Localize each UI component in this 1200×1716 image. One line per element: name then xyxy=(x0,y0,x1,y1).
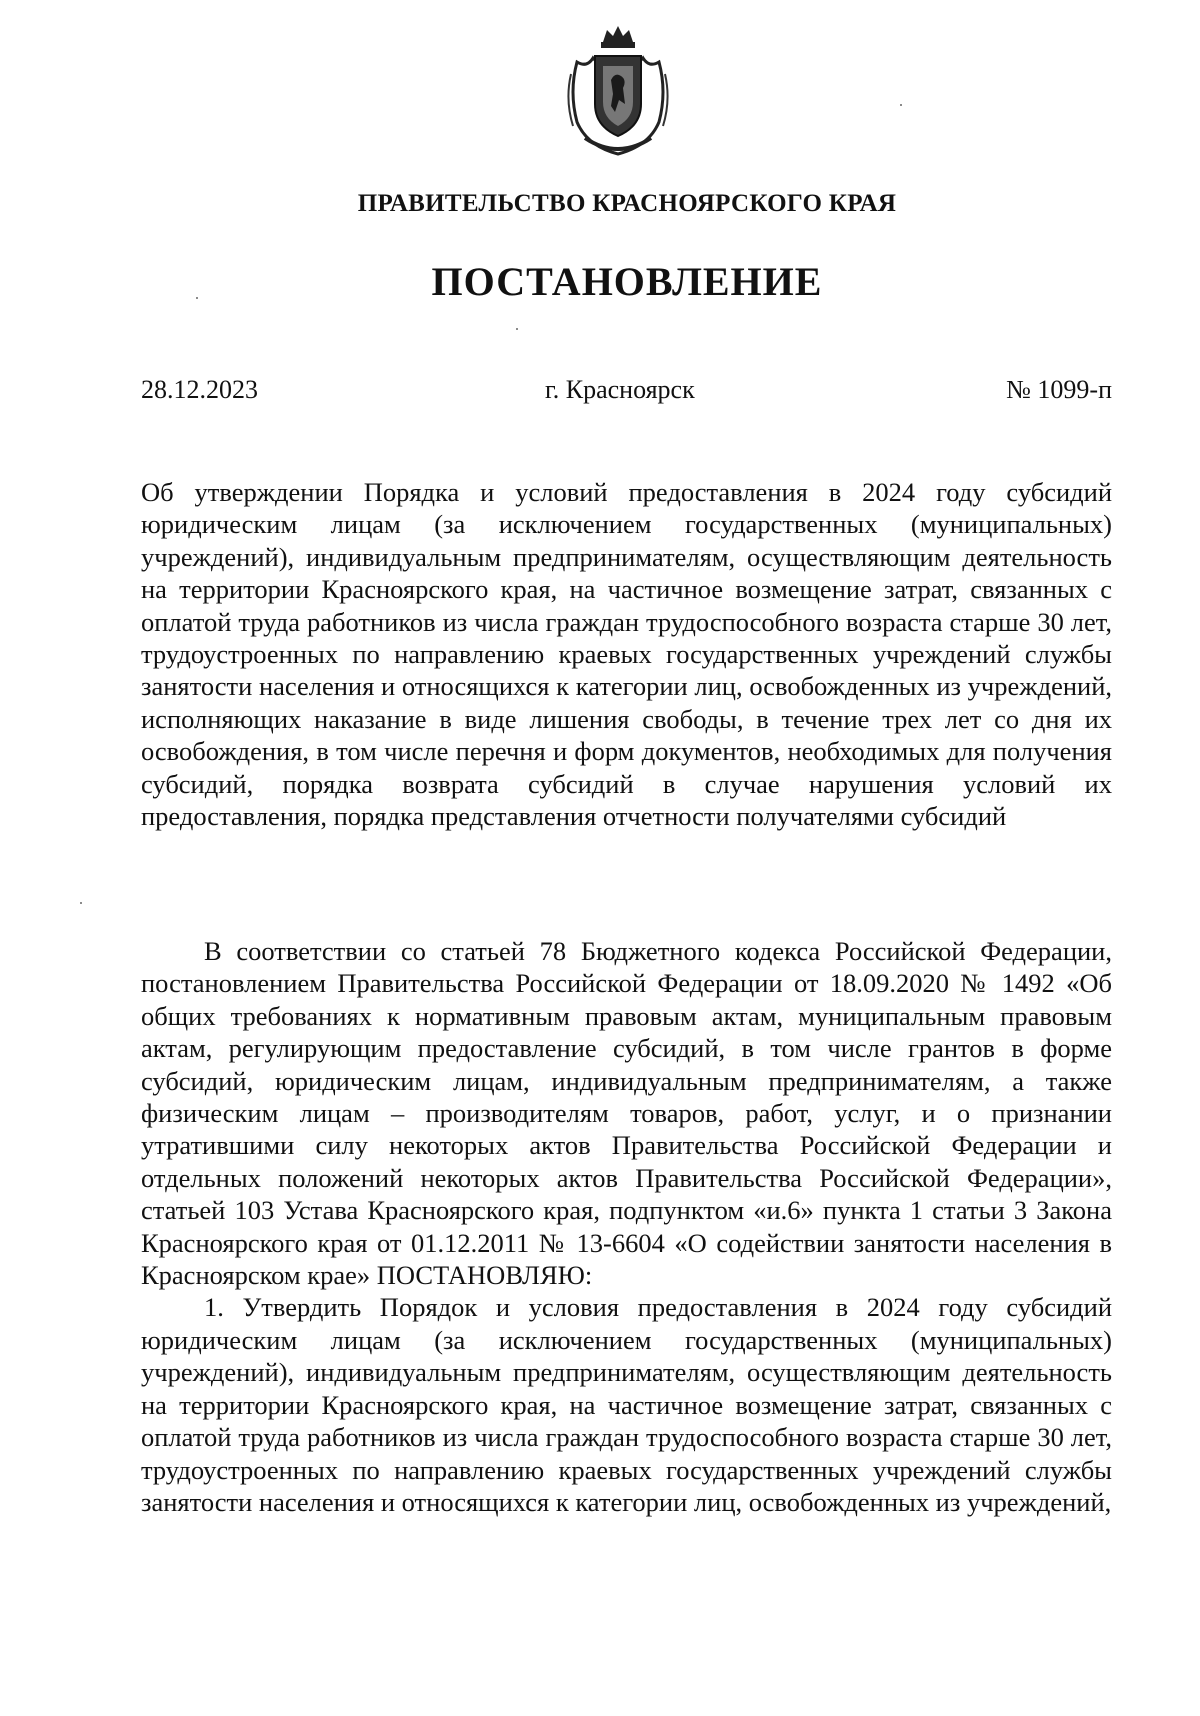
coat-of-arms-emblem xyxy=(563,22,673,158)
document-subject xyxy=(141,476,1112,832)
document-date: 28.12.2023 xyxy=(141,375,258,404)
item-1-paragraph: 1. Утвердить Порядок и условия предоставления в 2024 году субсидий юридическим лицам (за исключением государственных (муниципальных) учреждений), индивидуальным предпринимателям, осуществляющим деятельность на территории Красноярского края, на частичное возмещение затрат, связанных с оплатой труда работников из числа граждан трудоспособного возраста старше 30 лет, трудоустроенных по направлению краевых государственных учреждений службы занятости населения и относящихся к категории лиц, освобожденных из учреждений, xyxy=(141,1292,1112,1517)
preamble-paragraph: В соответствии со статьей 78 Бюджетного кодекса Российской Федерации, постановлением Правительства Российской Федерации от 18.09.2020 № 1492 «Об общих требованиях к нормативным правовым актам, муниципальным правовым актам, регулирующим предоставление субсидий, в том числе грантов в форме субсидий, юридическим лицам, индивидуальным предпринимателям, а также физическим лицам – производителям товаров, работ, услуг, и о признании утратившими силу некоторых актов Правительства Российской Федерации и отдельных положений некоторых актов Правительства Российской Федерации», статьей 103 Устава Красноярского края, подпунктом «и.6» пункта 1 статьи 3 Закона Красноярского края от 01.12.2011 № 13-6604 «О содействии занятости населения в Красноярском крае» ПОСТАНОВЛЯЮ: xyxy=(141,936,1112,1291)
organization-heading: ПРАВИТЕЛЬСТВО КРАСНОЯРСКОГО КРАЯ xyxy=(357,190,897,217)
document-body xyxy=(141,935,1112,1518)
document-type-title: ПОСТАНОВЛЕНИЕ xyxy=(431,259,823,304)
document-place: г. Красноярск xyxy=(545,375,695,404)
document-number: № 1099-п xyxy=(1006,375,1112,404)
subject-paragraph: Об утверждении Порядка и условий предоставления в 2024 году субсидий юридическим лицам (за исключением государственных (муниципальных) учреждений), индивидуальным предпринимателям, осуществляющим деятельность на территории Красноярского края, на частичное возмещение затрат, связанных с оплатой труда работников из числа граждан трудоспособного возраста старше 30 лет, трудоустроенных по направлению краевых государственных учреждений службы занятости населения и относящихся к категории лиц, освобожденных из учреждений, исполняющих наказание в виде лишения свободы, в течение трех лет со дня их освобождения, в том числе перечня и форм документов, необходимых для получения субсидий, порядка возврата субсидий в случае нарушения условий их предоставления, порядка представления отчетности получателями субсидий xyxy=(141,477,1112,832)
